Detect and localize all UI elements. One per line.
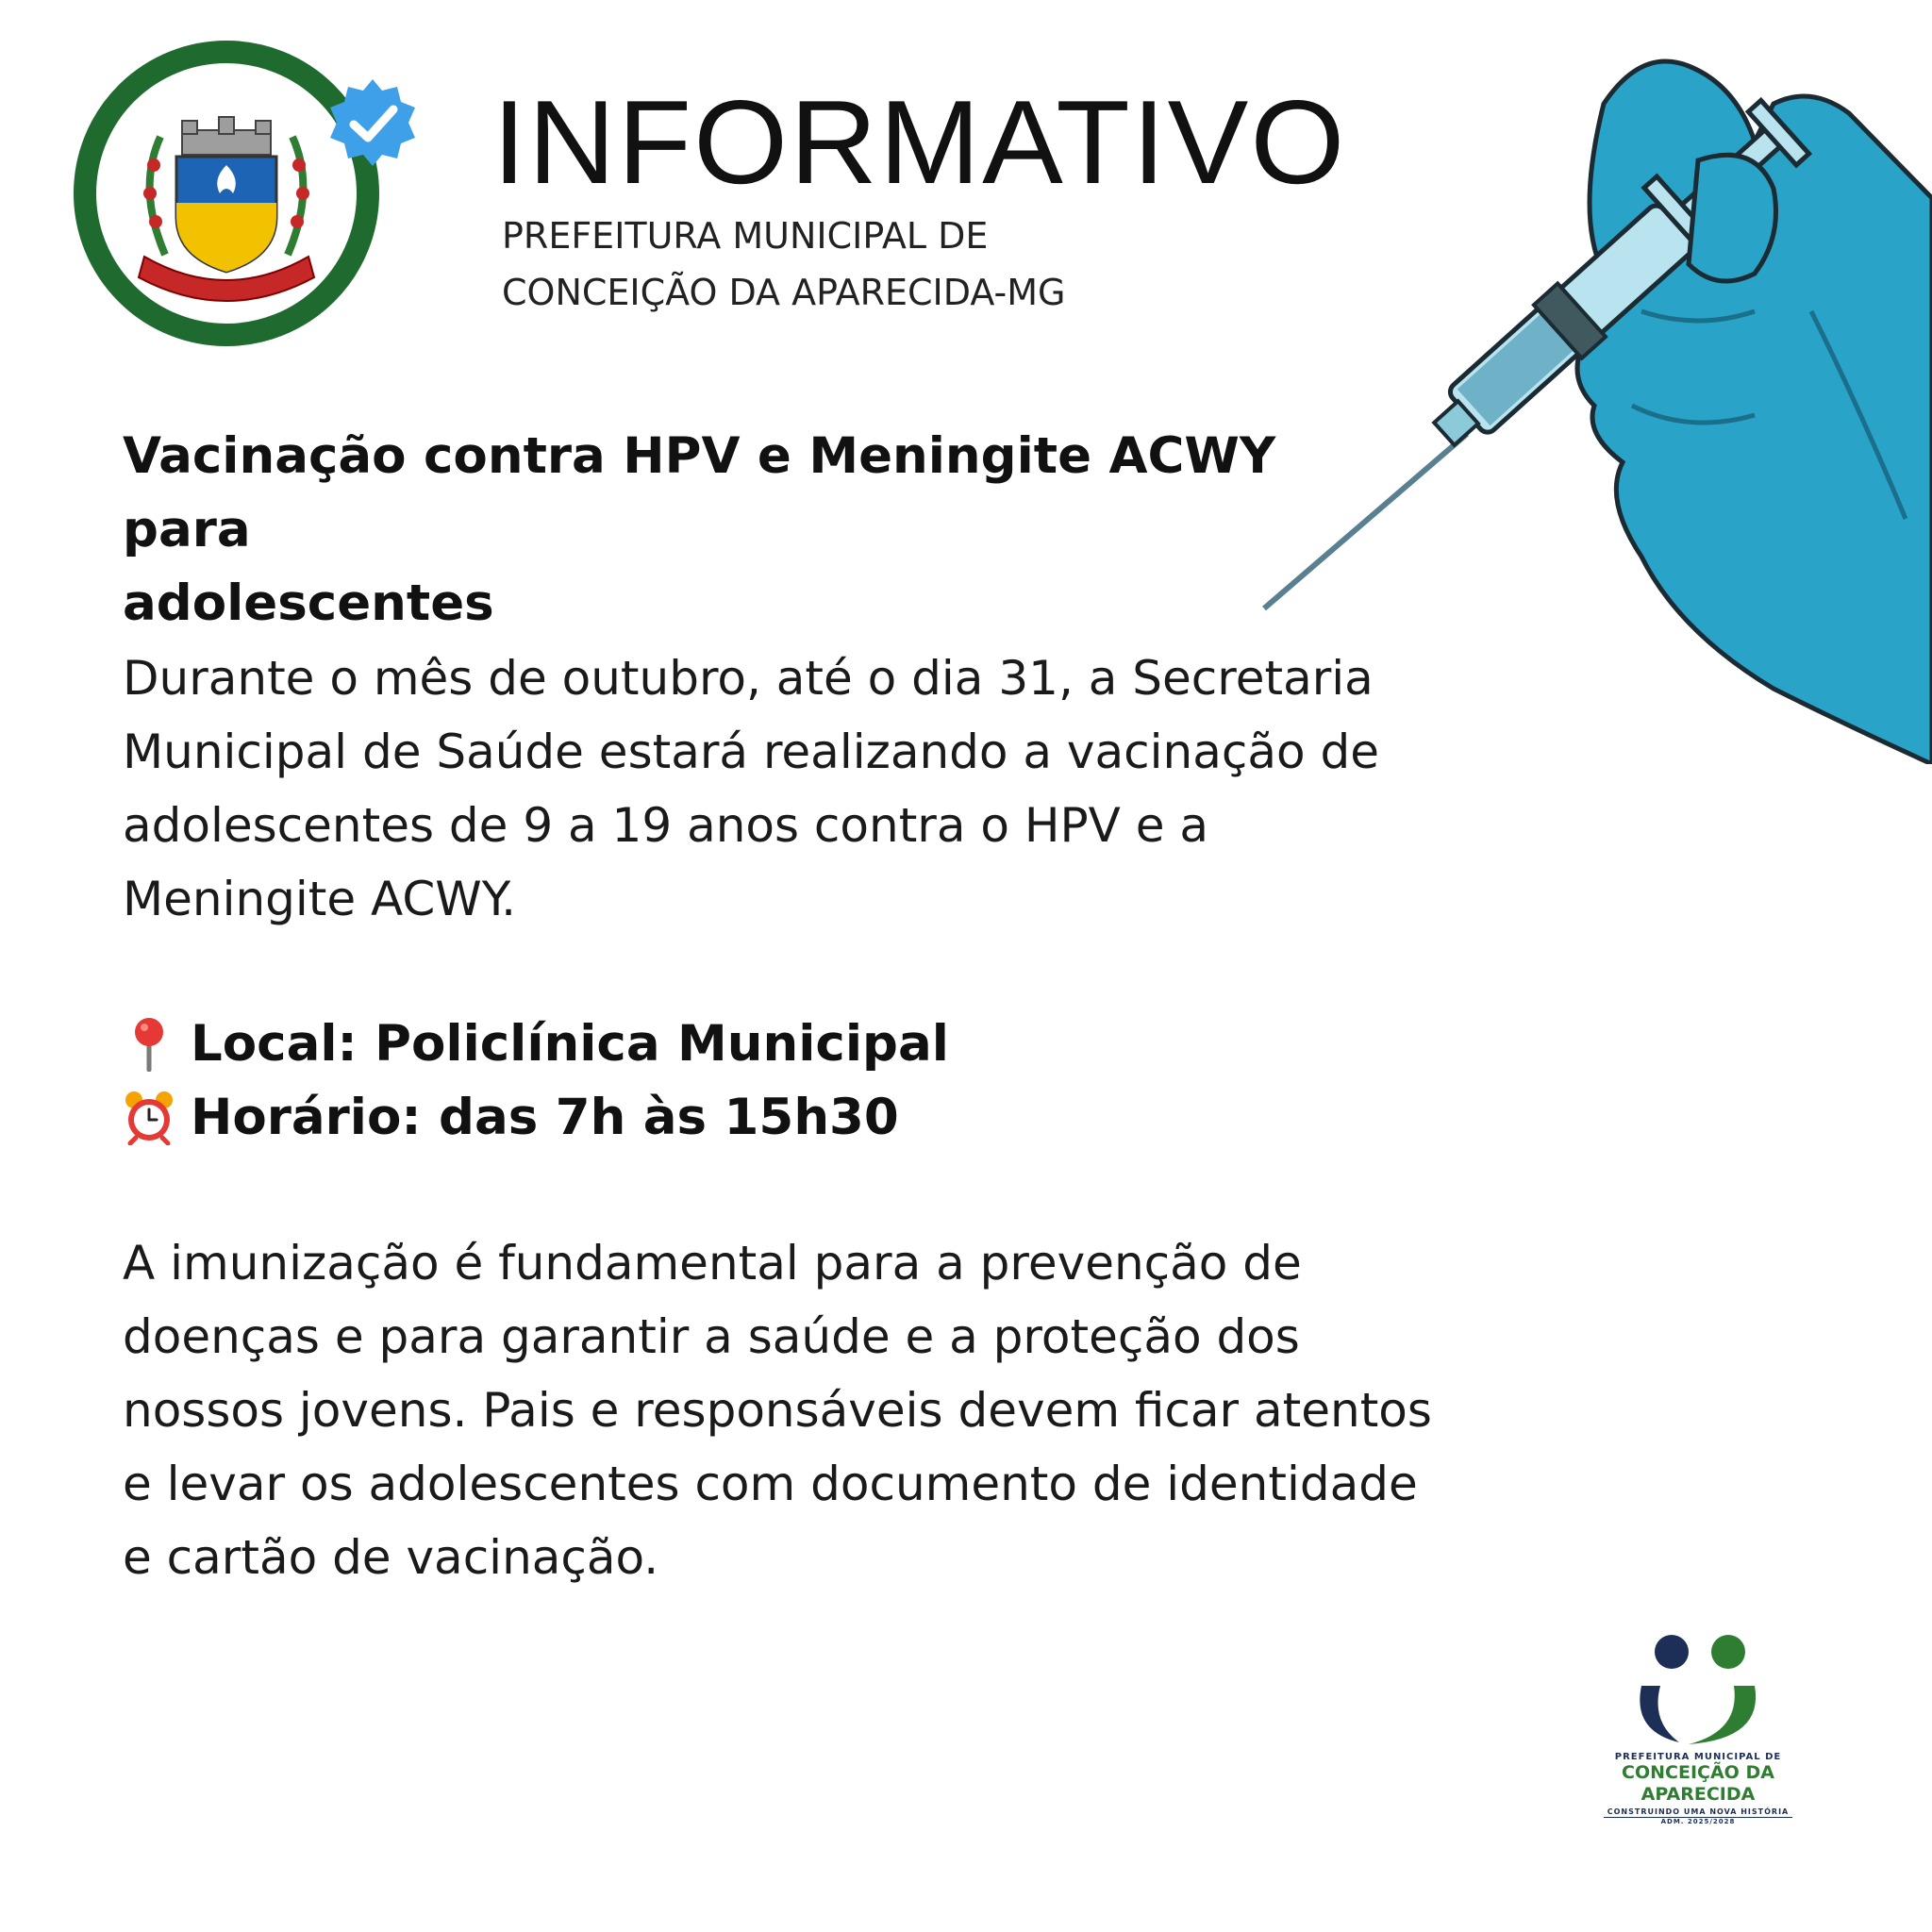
paragraph-line: e cartão de vacinação. xyxy=(123,1530,659,1585)
headline xyxy=(123,420,1387,641)
location-text: Local: Policlínica Municipal xyxy=(191,1014,949,1073)
administration-logo-icon xyxy=(1623,1627,1774,1750)
logo-line-3: APARECIDA xyxy=(1641,1784,1756,1805)
logo-line-4: CONSTRUINDO UMA NOVA HISTÓRIA xyxy=(1604,1807,1792,1818)
paragraph-line: Municipal de Saúde estará realizando a vacinação de xyxy=(123,724,1379,779)
headline-line-2: adolescentes xyxy=(123,575,494,632)
paragraph-line: doenças e para garantir a saúde e a proteção dos xyxy=(123,1309,1300,1364)
paragraph-line: Meningite ACWY. xyxy=(123,872,517,926)
footer-logo xyxy=(1585,1627,1811,1844)
paragraph-line: A imunização é fundamental para a prevenção de xyxy=(123,1236,1302,1291)
logo-line-5: ADM. 2025/2028 xyxy=(1660,1818,1736,1825)
paragraph-line: nossos jovens. Pais e responsáveis devem ficar atentos xyxy=(123,1383,1432,1438)
intro-paragraph xyxy=(123,641,1538,936)
paragraph-line: adolescentes de 9 a 19 anos contra o HPV e a xyxy=(123,798,1209,853)
logo-line-1: PREFEITURA MUNICIPAL DE xyxy=(1614,1752,1782,1762)
schedule-row xyxy=(123,1080,899,1154)
logo-line-2: CONCEIÇÃO DA xyxy=(1622,1762,1774,1783)
subtitle-line-1: PREFEITURA MUNICIPAL DE xyxy=(502,215,989,257)
round-pushpin-icon xyxy=(123,1015,175,1072)
header-subtitle xyxy=(502,208,1219,321)
verified-badge-icon xyxy=(325,75,420,170)
schedule-text: Horário: das 7h às 15h30 xyxy=(191,1088,899,1146)
headline-line-1: Vacinação contra HPV e Meningite ACWY para xyxy=(123,427,1276,558)
paragraph-line: e levar os adolescentes com documento de identidade xyxy=(123,1457,1418,1511)
alarm-clock-icon xyxy=(123,1089,175,1145)
subtitle-line-2: CONCEIÇÃO DA APARECIDA-MG xyxy=(502,272,1066,313)
paragraph-line: Durante o mês de outubro, até o dia 31, a Secretaria xyxy=(123,651,1374,706)
location-row xyxy=(123,1007,949,1080)
municipal-emblem xyxy=(71,38,382,349)
closing-paragraph xyxy=(123,1226,1538,1594)
page-title: INFORMATIVO xyxy=(492,75,1347,208)
